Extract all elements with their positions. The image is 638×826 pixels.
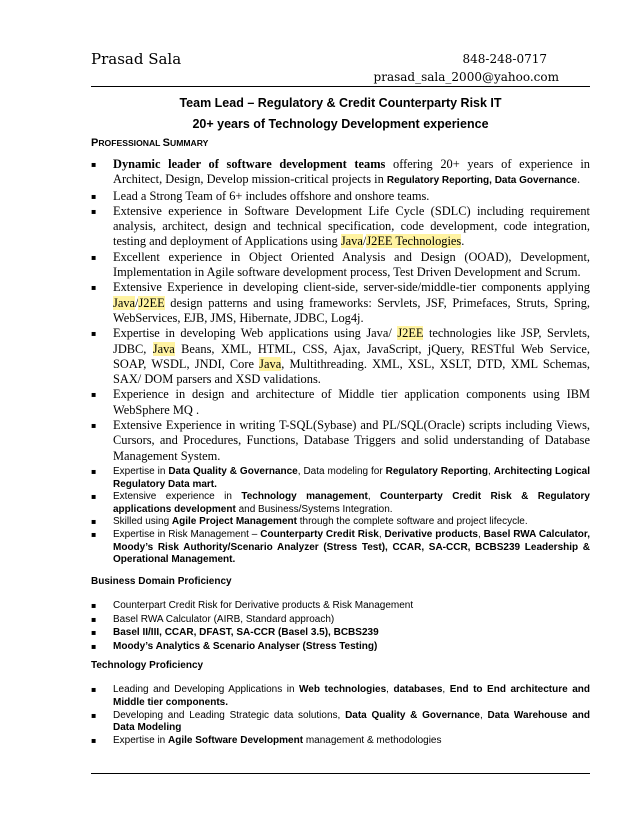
technology-item: ▪ Expertise in Agile Software Development management & methodologies — [91, 735, 442, 747]
header-divider — [91, 86, 590, 87]
summary-item: ▪ Extensive Experience in writing T-SQL(Sybase) and PL/SQL(Oracle) scripts including Views, Cursors, and Procedures, Functions, Database Triggers and solid understanding of Database Management System. — [91, 418, 590, 463]
summary-item: ▪ Extensive experience in Software Development Life Cycle (SDLC) including requirement analysis, architect, design and technical specification, code development, code integration, testing and deployment of Applications using Java/J2EE Technologies. — [91, 203, 590, 249]
bullet-icon: ▪ — [91, 492, 97, 502]
highlight-j2ee: J2EE Technologies — [366, 234, 462, 249]
phone-number: 848-248-0717 — [462, 52, 547, 66]
summary-list-sans — [91, 466, 590, 567]
highlight-java: Java — [259, 356, 282, 371]
bullet-icon: ▪ — [91, 191, 97, 201]
highlight-j2ee: J2EE — [138, 295, 165, 310]
bullet-icon: ▪ — [91, 628, 97, 638]
summary-item: ▪ Excellent experience in Object Oriented Analysis and Design (OOAD), Development, Implementation in Agile software development process, Test Driven Development and Scrum. — [91, 249, 590, 280]
business-domain-list — [91, 599, 590, 653]
summary-item: ▪ Skilled using Agile Project Management through the complete software and project lifecycle. — [91, 516, 528, 528]
bullet-icon: ▪ — [91, 390, 97, 400]
bullet-icon: ▪ — [91, 641, 97, 651]
bullet-icon: ▪ — [91, 206, 97, 216]
summary-item: ▪ Lead a Strong Team of 6+ includes offshore and onshore teams. — [91, 188, 430, 203]
highlight-java: Java — [340, 234, 363, 249]
email-address: prasad_sala_2000@yahoo.com — [373, 70, 559, 84]
bullet-icon: ▪ — [91, 421, 97, 431]
summary-item: ▪ Expertise in Risk Management – Counterparty Credit Risk, Derivative products, Basel RWA Calculator, Moody’s Risk Authority/Scenario Analyzer (Stress Test), CCAR, SA-CCR, BCBS239 Leadership & Operational Management. — [91, 528, 591, 566]
summary-item: ▪ Expertise in Data Quality & Governance, Data modeling for Regulatory Reporting, Architecting Logical Regulatory Data mart. — [91, 466, 591, 490]
bullet-icon: ▪ — [91, 467, 97, 476]
footer-divider — [91, 773, 590, 774]
candidate-name: Prasad Sala — [91, 50, 182, 68]
technology-item: ▪ Leading and Developing Applications in Web technologies, databases, End to End architecture and Middle tier components. — [91, 684, 590, 708]
bullet-icon: ▪ — [91, 614, 97, 624]
bullet-icon: ▪ — [91, 685, 97, 694]
bullet-icon: ▪ — [91, 710, 97, 720]
bullet-icon: ▪ — [91, 517, 97, 527]
bullet-icon: ▪ — [91, 252, 97, 262]
summary-list-serif — [91, 157, 590, 464]
summary-item: ▪ Extensive experience in Technology management, Counterparty Credit Risk & Regulatory applications development and Business/Systems Integration. — [91, 491, 590, 515]
bullet-icon: ▪ — [91, 283, 97, 293]
highlight-java: Java — [152, 341, 175, 356]
bullet-icon: ▪ — [91, 736, 97, 746]
highlight-java: Java — [113, 295, 136, 310]
domain-item: ▪ Basel II/III, CCAR, DFAST, SA-CCR (Basel 3.5), BCBS239 — [91, 627, 379, 639]
business-domain-heading: Business Domain Proficiency — [91, 576, 232, 587]
role-title: Team Lead – Regulatory & Credit Counterparty Risk IT — [179, 96, 502, 110]
domain-item: ▪ Basel RWA Calculator (AIRB, Standard approach) — [91, 613, 335, 625]
technology-heading: Technology Proficiency — [91, 660, 204, 671]
bullet-icon: ▪ — [91, 529, 97, 539]
technology-list — [91, 684, 590, 748]
bullet-icon: ▪ — [91, 601, 97, 610]
technology-item: ▪ Developing and Leading Strategic data solutions, Data Quality & Governance, Data Warehouse and Data Modeling — [91, 709, 591, 734]
highlight-j2ee: J2EE — [397, 326, 424, 341]
bullet-icon: ▪ — [91, 329, 97, 339]
domain-item: ▪ Counterpart Credit Risk for Derivative products & Risk Management — [91, 600, 414, 611]
professional-summary-heading: PROFESSIONAL SUMMARY — [91, 137, 209, 149]
summary-item: ▪ Expertise in developing Web applications using Java/ J2EE technologies like JSP, Servlets, JDBC, Java Beans, XML, HTML, CSS, Ajax, JavaScript, jQuery, RESTful Web Service, SOAP, WSDL, JNDI, Core Java, Multithreading. XML, XSL, XSLT, DTD, XML Schemas, SAX/ DOM parsers and XSD validations. — [91, 326, 590, 387]
bullet-icon: ▪ — [91, 160, 97, 169]
summary-item: ▪ Extensive Experience in developing client-side, server-side/middle-tier components applying Java/J2EE design patterns and using frameworks: Servlets, JSF, Primefaces, Struts, Spring, WebServices, EJB, JMS, Hibernate, JDBC, Log4j. — [91, 280, 590, 325]
experience-title: 20+ years of Technology Development experience — [192, 117, 489, 131]
domain-item: ▪ Moody’s Analytics & Scenario Analyser (Stress Testing) — [91, 640, 378, 652]
summary-item: ▪ Dynamic leader of software development teams offering 20+ years of experience in Architect, Design, Develop mission-critical projects in Regulatory Reporting, Data Governance. — [91, 157, 590, 187]
summary-item: ▪ Experience in design and architecture of Middle tier application components using IBM WebSphere MQ . — [91, 387, 590, 417]
